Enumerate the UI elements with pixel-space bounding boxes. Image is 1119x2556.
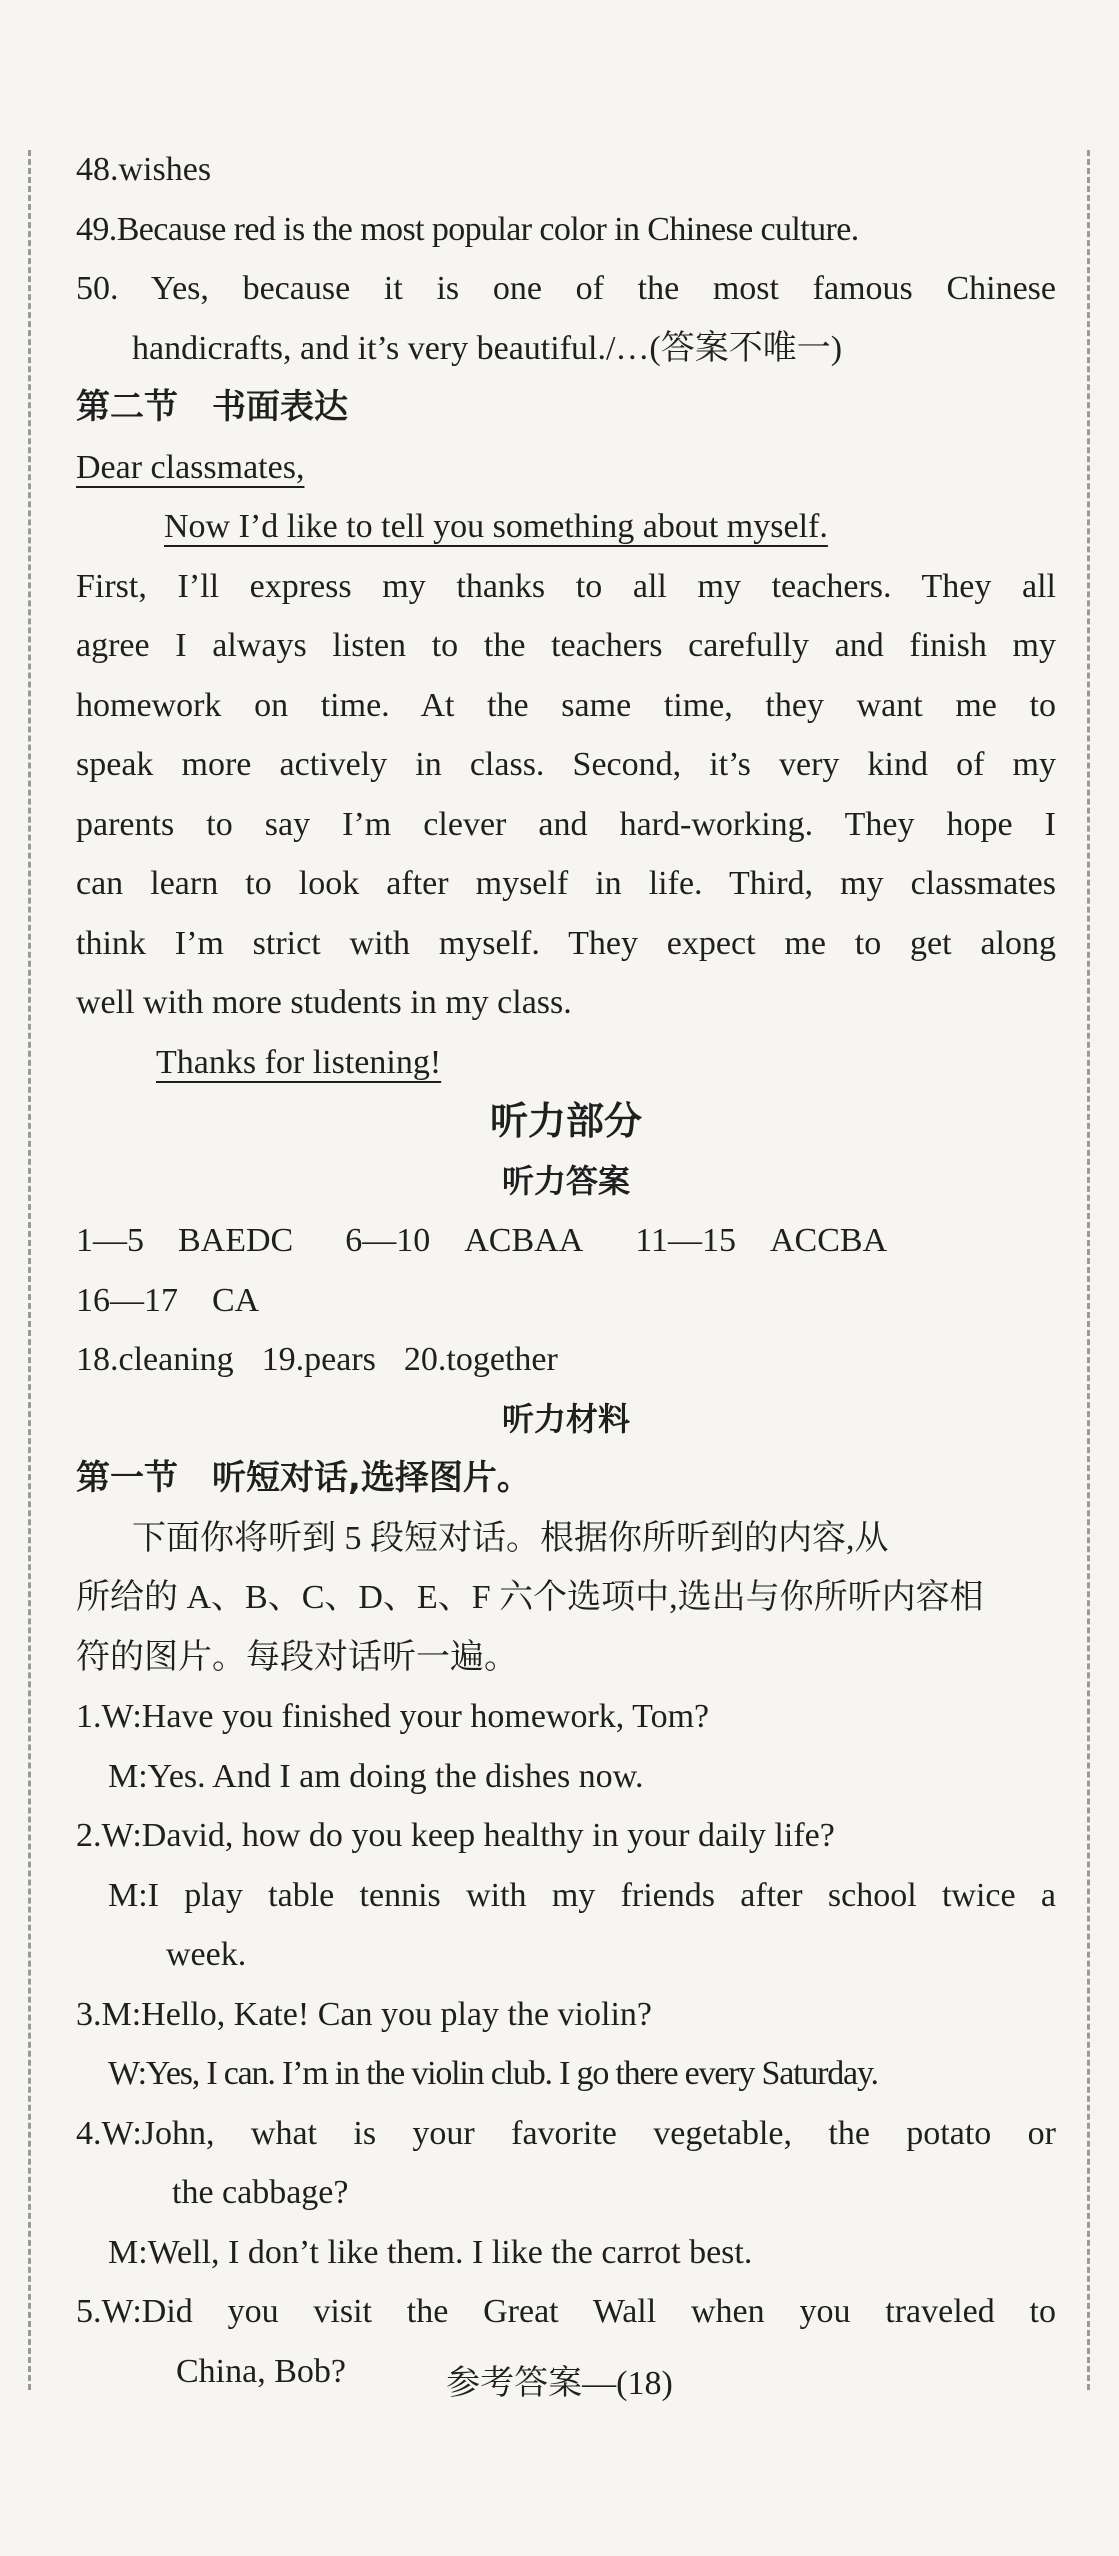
instructions-line-3: 符的图片。每段对话听一遍。 xyxy=(76,1638,518,1676)
dialogue-2-m-line2: week. xyxy=(166,1936,247,1973)
essay-line-4: homework on time. At the same time, they want me to xyxy=(76,686,1056,724)
essay-line-9: well with more students in my class. xyxy=(76,984,572,1021)
dialogue-1-m: M:Yes. And I am doing the dishes now. xyxy=(108,1757,644,1795)
answer-50-line2: handicrafts, and it’s very beautiful./…(答案不唯一) xyxy=(132,329,843,367)
essay-line-2: First, I’ll express my thanks to all my teachers. They all xyxy=(76,567,1056,605)
dialogue-4-w-line1: 4.W:John, what is your favorite vegetable, the potato or xyxy=(76,2114,1056,2152)
dialogue-4-w-line2: the cabbage? xyxy=(172,2174,349,2211)
answers-row-3 xyxy=(76,1330,1056,1390)
dialogue-5-w-line1: 5.W:Did you visit the Great Wall when you traveled to xyxy=(76,2293,1056,2330)
answer-item: 18.cleaning xyxy=(76,1341,234,1378)
answer-49: 49.Because red is the most popular color in Chinese culture. xyxy=(76,210,859,248)
page-content xyxy=(76,140,1056,2401)
essay-line-7: can learn to look after myself in life. Third, my classmates xyxy=(76,865,1056,902)
essay-closing: Thanks for listening! xyxy=(156,1043,442,1081)
instructions-line-2: 所给的 A、B、C、D、E、F 六个选项中,选出与你所听内容相 xyxy=(76,1579,984,1616)
binding-line-left xyxy=(28,150,31,2390)
essay-line-5: speak more actively in class. Second, it’s very kind of my xyxy=(76,746,1056,783)
binding-line-right xyxy=(1087,150,1090,2390)
salutation: Dear classmates, xyxy=(76,448,305,486)
listening-section1-title: 第一节 听短对话,选择图片。 xyxy=(76,1458,531,1498)
dialogue-2-m-line1: M:I play table tennis with my friends after school twice a xyxy=(108,1876,1056,1914)
writing-section-title: 第二节 书面表达 xyxy=(76,387,348,427)
answer-48: 48.wishes xyxy=(76,151,212,188)
essay-line-6: parents to say I’m clever and hard-working. They hope I xyxy=(76,805,1056,843)
listening-answers-title: 听力答案 xyxy=(501,1161,630,1200)
answer-item: 19.pears xyxy=(261,1341,376,1378)
page-footer: 参考答案—(18) xyxy=(446,2365,673,2402)
dialogue-5-w-line2: China, Bob? xyxy=(176,2352,346,2390)
dialogue-3-m: 3.M:Hello, Kate! Can you play the violin? xyxy=(76,1995,652,2033)
listening-materials-title: 听力材料 xyxy=(501,1399,630,1438)
essay-line-8: think I’m strict with myself. They expect me to get along xyxy=(76,924,1056,962)
essay-line-1: Now I’d like to tell you something about myself. xyxy=(164,508,828,545)
answer-group: 11—15 ACCBA xyxy=(635,1222,888,1259)
answers-row-1 xyxy=(76,1211,1056,1271)
answers-row-2: 16—17 CA xyxy=(76,1281,260,1319)
answer-group: 1—5 BAEDC xyxy=(76,1222,294,1259)
essay-line-3: agree I always listen to the teachers carefully and finish my xyxy=(76,627,1056,664)
listening-title: 听力部分 xyxy=(489,1099,642,1143)
dialogue-2-w: 2.W:David, how do you keep healthy in your daily life? xyxy=(76,1817,835,1854)
dialogue-3-w: W:Yes, I can. I’m in the violin club. I go there every Saturday. xyxy=(108,2055,878,2092)
dialogue-1-w: 1.W:Have you finished your homework, Tom? xyxy=(76,1698,710,1735)
answer-50-line1: 50. Yes, because it is one of the most famous Chinese xyxy=(76,270,1056,307)
answer-group: 6—10 ACBAA xyxy=(345,1222,584,1259)
answer-item: 20.together xyxy=(403,1341,558,1378)
dialogue-4-m: M:Well, I don’t like them. I like the carrot best. xyxy=(108,2233,753,2271)
instructions-line-1: 下面你将听到 5 段短对话。根据你所听到的内容,从 xyxy=(132,1519,889,1557)
